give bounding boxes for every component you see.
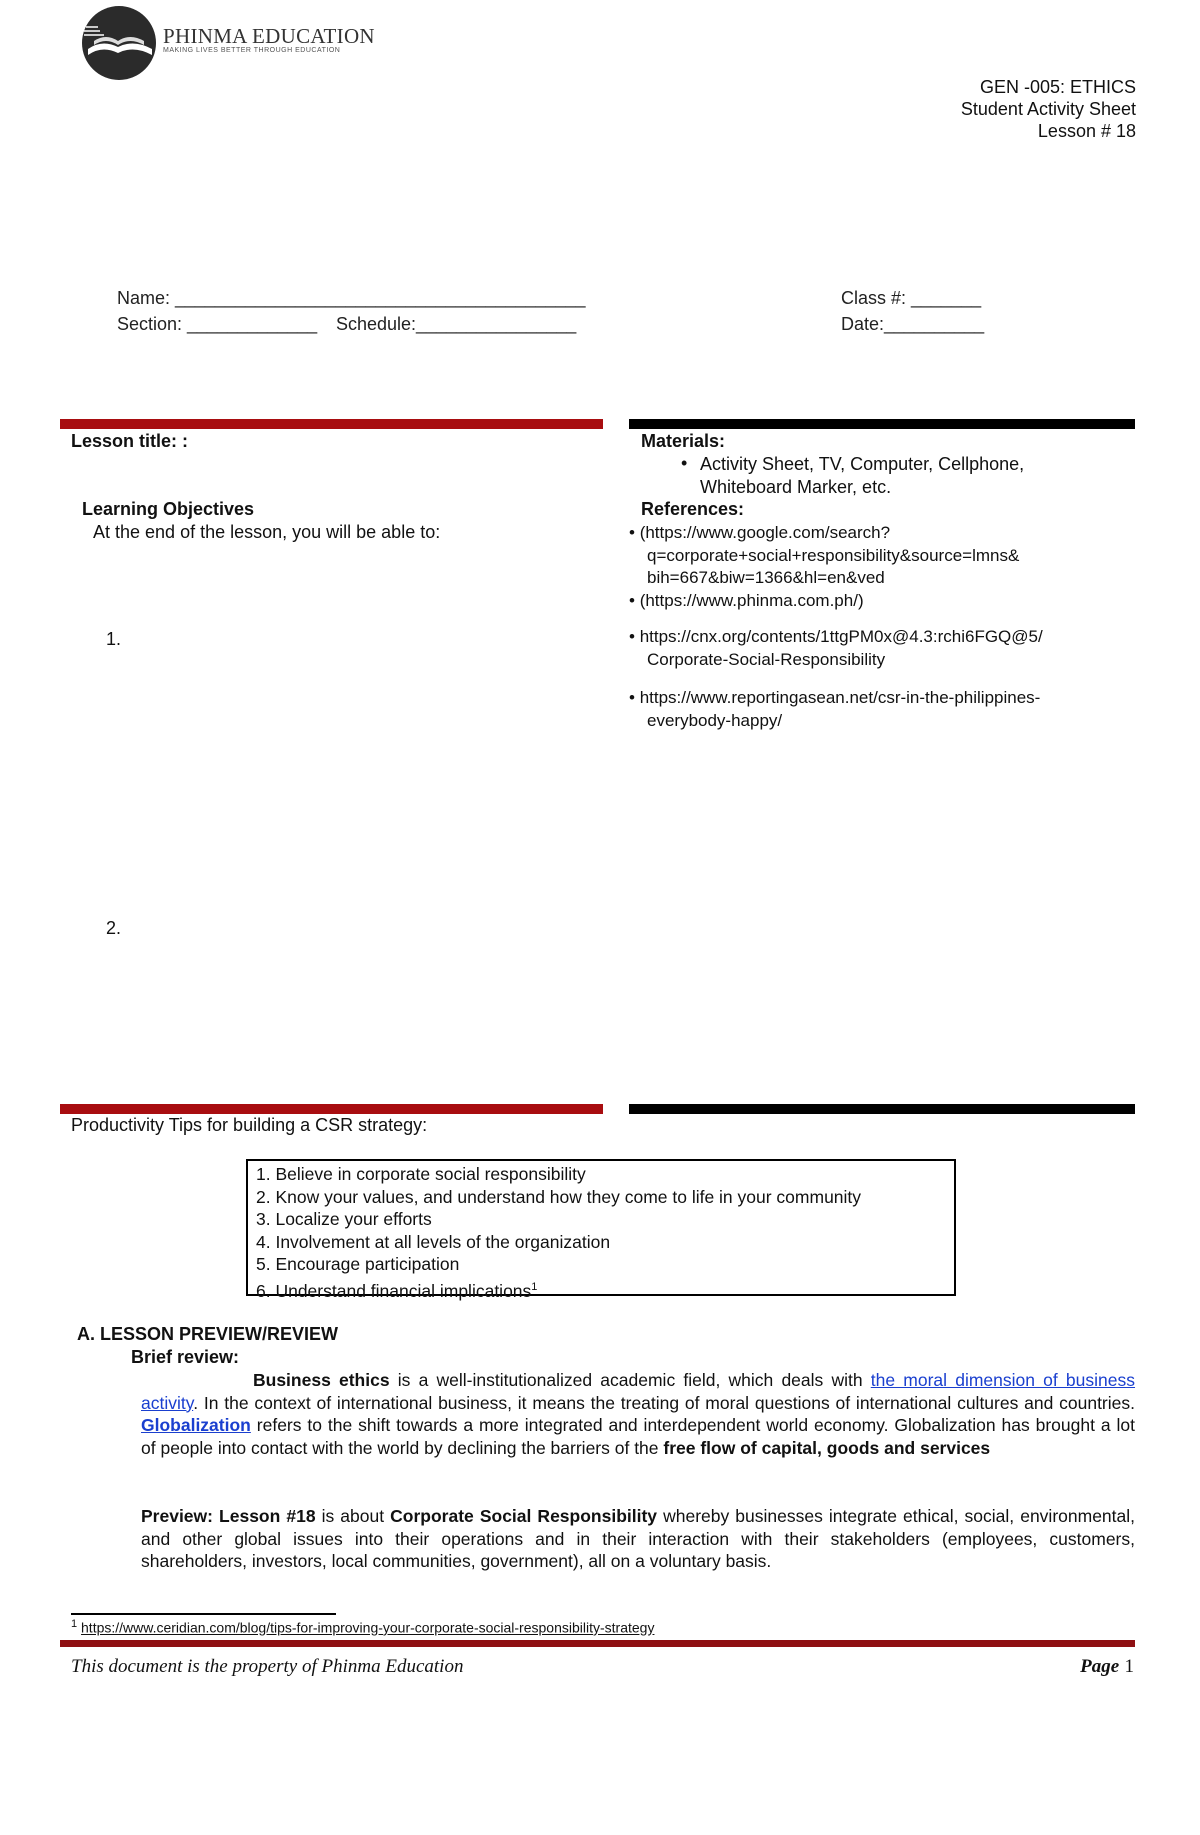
materials-heading: Materials: xyxy=(641,431,726,451)
objectives-heading: Learning Objectives xyxy=(82,499,255,519)
right-top-divider xyxy=(629,419,1135,429)
brand-name: PHINMA EDUCATION xyxy=(163,24,375,48)
tip-item: 2. Know your values, and understand how they come to life in your community xyxy=(256,1186,862,1207)
document-header xyxy=(961,76,1136,142)
left-bottom-divider xyxy=(60,1104,603,1114)
lesson-title: Lesson title: : xyxy=(71,431,189,451)
footer-property: This document is the property of Phinma Education xyxy=(71,1656,464,1677)
objective-2: 2. xyxy=(106,918,122,938)
tip-item: 1. Believe in corporate social responsibility xyxy=(256,1164,586,1184)
bullet-icon: • xyxy=(629,523,640,542)
footer-divider xyxy=(60,1640,1135,1647)
tips-heading: Productivity Tips for building a CSR strategy: xyxy=(71,1115,428,1135)
reference-1[interactable]: • (https://www.google.com/search? q=corporate+social+responsibility&source=lmns& bih=667&biw=1366&hl=en&ved xyxy=(629,523,1020,587)
tip-item: 4. Involvement at all levels of the organization xyxy=(256,1231,611,1252)
left-top-divider xyxy=(60,419,603,429)
objective-1: 1. xyxy=(106,629,122,649)
footnote-separator xyxy=(71,1613,336,1615)
date-field[interactable]: Date:__________ xyxy=(841,314,985,334)
section-field[interactable]: Section: _____________ xyxy=(117,314,318,334)
bullet-icon: • xyxy=(629,591,640,610)
moral-dimension-link[interactable]: the moral dimension of business activity xyxy=(141,1370,1136,1413)
lesson-number: Lesson # 18 xyxy=(1037,121,1136,141)
right-bottom-divider xyxy=(629,1104,1135,1114)
name-field[interactable]: Name: _________________________________________ xyxy=(117,288,586,308)
bullet-icon: • xyxy=(629,627,640,646)
references-heading: References: xyxy=(641,499,745,519)
materials-bullet-icon: • xyxy=(681,453,688,473)
materials-item: Activity Sheet, TV, Computer, Cellphone, Whiteboard Marker, etc. xyxy=(700,454,1025,497)
objectives-intro: At the end of the lesson, you will be able to: xyxy=(93,522,441,542)
tip-item: 5. Encourage participation xyxy=(256,1254,460,1274)
schedule-field[interactable]: Schedule:________________ xyxy=(336,314,577,334)
footnote-link[interactable]: https://www.ceridian.com/blog/tips-for-improving-your-corporate-social-responsibility-strategy xyxy=(81,1619,655,1636)
brand-tagline: MAKING LIVES BETTER THROUGH EDUCATION xyxy=(163,47,341,54)
course-code: GEN -005: ETHICS xyxy=(979,77,1136,97)
footnote-marker[interactable]: 1 xyxy=(531,1280,538,1293)
section-a-heading: A. LESSON PREVIEW/REVIEW xyxy=(77,1324,339,1344)
book-emblem-icon xyxy=(80,5,160,83)
brief-review-paragraph: Business ethics is a well-institutionalized academic field, which deals with the moral dimension of business activity. In the context of international business, it means the treating of moral questions of international cultures and countries. Globalization refers to the shift towards a more integrated and interdependent world economy. Globalization has brought a lot of people into contact with the world by declining the barriers of the free flow of capital, goods and services xyxy=(141,1370,1136,1458)
footer-page: Page 1 xyxy=(1080,1656,1134,1677)
tip-item: 6. Understand financial implications$^1$ xyxy=(256,1280,538,1301)
reference-3[interactable]: • https://cnx.org/contents/1ttgPM0x@4.3:rchi6FGQ@5/ Corporate-Social-Responsibility xyxy=(629,627,1043,669)
footnote: $^1$ https://www.ceridian.com/blog/tips-for-improving-your-corporate-social-responsibility-strategy xyxy=(71,1618,655,1636)
bullet-icon: • xyxy=(629,688,640,707)
globalization-link[interactable]: Globalization xyxy=(141,1415,251,1435)
tip-item: 3. Localize your efforts xyxy=(256,1209,432,1229)
class-number-field[interactable]: Class #: _______ xyxy=(841,288,982,308)
sheet-type: Student Activity Sheet xyxy=(960,99,1136,119)
tips-box xyxy=(246,1159,956,1301)
reference-2[interactable]: • (https://www.phinma.com.ph/) xyxy=(629,591,864,610)
brief-review-label: Brief review: xyxy=(131,1347,240,1367)
preview-paragraph: Preview: Lesson #18 is about Corporate Social Responsibility whereby businesses integrate ethical, social, environmental, and other global issues into their operations and in their interaction with their stakeholders (employees, customers, shareholders, investors, local communities, government), all on a voluntary basis. xyxy=(141,1506,1136,1571)
reference-4[interactable]: • https://www.reportingasean.net/csr-in-the-philippines- everybody-happy/ xyxy=(629,688,1041,730)
